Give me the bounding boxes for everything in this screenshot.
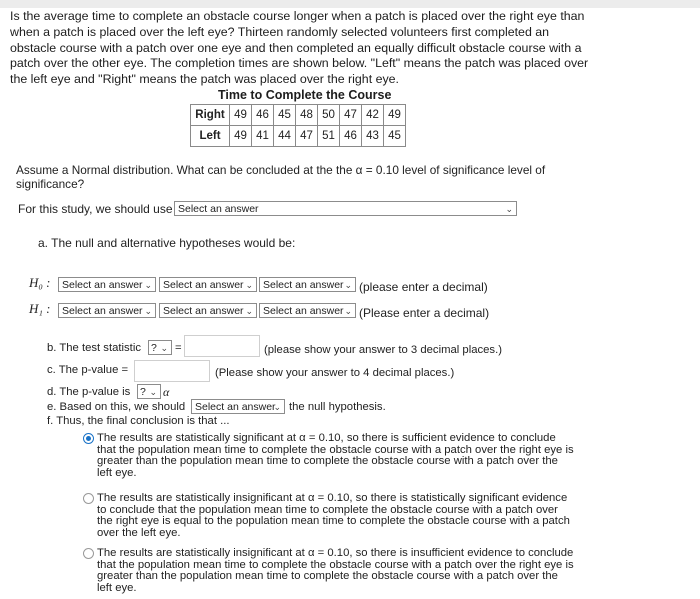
- select-value: Select an answer: [195, 401, 276, 413]
- table-cell: 45: [384, 126, 406, 147]
- part-e-label: e. Based on this, we should: [47, 401, 186, 413]
- chevron-down-icon: ⌄: [144, 306, 152, 316]
- part-b-note: (please show your answer to 3 decimal places.): [264, 344, 502, 356]
- p-value-compare-select[interactable]: [137, 384, 161, 399]
- table-cell: 49: [230, 105, 252, 126]
- part-c-note: (Please show your answer to 4 decimal places.): [215, 367, 455, 379]
- test-statistic-select[interactable]: [148, 340, 172, 355]
- option-1-text: The results are statistically significant at α = 0.10, so there is sufficient evidence to conclude that the population mean time to complete the obstacle course with a patch over the right eye is greater than the population mean time to complete the obstacle course with a patch over the left eye.: [97, 432, 574, 479]
- decision-select[interactable]: [191, 399, 285, 414]
- option-2-text: The results are statistically insignificant at α = 0.10, so there is statistically significant evidence to conclude that the population mean time to complete the obstacle course with a patch over the right eye is equal to the population mean time to complete the obstacle course with a patch over the left eye.: [97, 492, 570, 539]
- data-table: [190, 104, 406, 147]
- test-statistic-input[interactable]: [184, 335, 260, 357]
- option-2-radio[interactable]: [83, 493, 94, 504]
- chevron-down-icon: ⌄: [245, 280, 253, 290]
- chevron-down-icon: ⌄: [344, 306, 352, 316]
- chevron-down-icon: ⌄: [245, 306, 253, 316]
- select-value: Select an answer: [163, 305, 244, 317]
- part-b-label: b. The test statistic: [47, 342, 141, 354]
- select-value: Select an answer: [163, 279, 244, 291]
- select-value: Select an answer: [178, 203, 259, 215]
- assumption-text: Assume a Normal distribution. What can be concluded at the the α = 0.10 level of significance level of significance?: [16, 163, 546, 191]
- h1-note: (Please enter a decimal): [359, 306, 490, 320]
- table-cell: 47: [296, 126, 318, 147]
- h0-select-3[interactable]: [259, 277, 356, 292]
- select-value: ?: [140, 386, 146, 398]
- table-cell: 50: [318, 105, 340, 126]
- part-e-after: the null hypothesis.: [289, 401, 386, 413]
- chevron-down-icon: ⌄: [273, 402, 281, 412]
- table-cell: 46: [252, 105, 274, 126]
- table-cell: 45: [274, 105, 296, 126]
- table-cell: 49: [230, 126, 252, 147]
- table-cell: 43: [362, 126, 384, 147]
- equals-sign: =: [175, 342, 182, 354]
- h1-select-1[interactable]: [58, 303, 156, 318]
- part-d-label: d. The p-value is: [47, 386, 131, 398]
- table-cell: 44: [274, 126, 296, 147]
- h0-select-2[interactable]: [159, 277, 257, 292]
- chevron-down-icon: ⌄: [344, 280, 352, 290]
- table-cell: 47: [340, 105, 362, 126]
- select-value: Select an answer: [62, 279, 143, 291]
- table-cell: 42: [362, 105, 384, 126]
- study-label: For this study, we should use: [18, 202, 173, 216]
- chevron-down-icon: ⌄: [149, 387, 157, 397]
- h0-select-1[interactable]: [58, 277, 156, 292]
- chevron-down-icon: ⌄: [160, 343, 168, 353]
- question-text: Is the average time to complete an obstacle course longer when a patch is placed over the right eye than when a patch is placed over the left eye? Thirteen randomly selected volunteers first completed an obstacle course with a patch over one eye and then completed an equally difficult obstacle course with a patch over the other eye. The completion times are shown below. "Left" means the patch was placed over the left eye and "Right" means the patch was placed over the right eye.: [10, 9, 589, 87]
- h1-select-3[interactable]: [259, 303, 356, 318]
- option-3-radio[interactable]: [83, 548, 94, 559]
- row-label: Left: [191, 126, 230, 147]
- select-value: ?: [151, 342, 157, 354]
- table-cell: 41: [252, 126, 274, 147]
- h1-symbol: H₁ :: [29, 301, 51, 316]
- table-row-left: [191, 126, 406, 147]
- table-cell: 51: [318, 126, 340, 147]
- select-value: Select an answer: [263, 305, 344, 317]
- h0-symbol: H₀ :: [29, 275, 51, 290]
- chevron-down-icon: ⌄: [505, 204, 513, 214]
- p-value-input[interactable]: [134, 360, 210, 382]
- part-f-label: f. Thus, the final conclusion is that ...: [47, 415, 230, 427]
- h0-note: (please enter a decimal): [359, 280, 488, 294]
- top-bar: [0, 0, 700, 8]
- select-value: Select an answer: [263, 279, 344, 291]
- chevron-down-icon: ⌄: [144, 280, 152, 290]
- part-c-label: c. The p-value =: [47, 364, 129, 376]
- alpha-symbol: α: [163, 385, 170, 399]
- table-cell: 49: [384, 105, 406, 126]
- h1-select-2[interactable]: [159, 303, 257, 318]
- table-title: Time to Complete the Course: [218, 88, 392, 102]
- part-a-label: a. The null and alternative hypotheses would be:: [38, 236, 296, 250]
- option-1-radio[interactable]: [83, 433, 94, 444]
- table-cell: 46: [340, 126, 362, 147]
- table-row-right: [191, 105, 406, 126]
- select-value: Select an answer: [62, 305, 143, 317]
- study-select[interactable]: [174, 201, 517, 216]
- option-3-text: The results are statistically insignificant at α = 0.10, so there is insufficient evidence to conclude that the population mean time to complete the obstacle course with a patch over the right eye is greater than the population mean time to complete the obstacle course with a patch over the left eye.: [97, 547, 574, 594]
- row-label: Right: [191, 105, 230, 126]
- table-cell: 48: [296, 105, 318, 126]
